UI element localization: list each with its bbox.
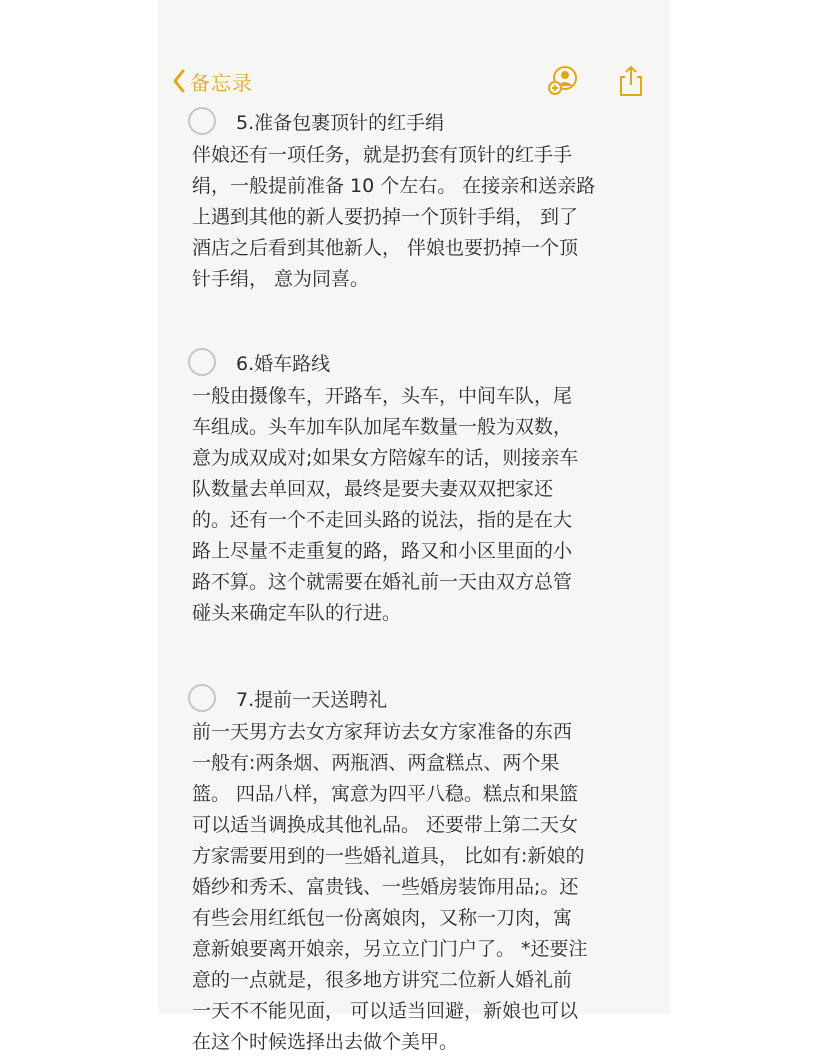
body-line: 的。还有一个不走回头路的说法，指的是在大: [192, 509, 573, 531]
body-line: 碰头来确定车队的行进。: [192, 602, 402, 624]
body-line: 绢，一般提前准备 10 个左右。 在接亲和送亲路: [192, 175, 596, 197]
checklist-item-title: 5.准备包裹顶针的红手绢: [236, 112, 445, 134]
body-line: 一天不不能见面， 可以适当回避，新娘也可以: [192, 1000, 579, 1022]
body-line: 婚纱和秀禾、富贵钱、一些婚房装饰用品;。还: [192, 876, 579, 898]
body-line: 队数量去单回双，最终是要夫妻双双把家还: [192, 478, 554, 500]
checklist-item-body: [192, 381, 650, 629]
add-person-icon[interactable]: [546, 64, 580, 98]
chevron-left-icon: [172, 69, 186, 93]
body-line: 前一天男方去女方家拜访去女方家准备的东西: [192, 721, 573, 743]
checklist-item-title: 6.婚车路线: [236, 353, 331, 375]
checklist-item-header: [158, 677, 670, 717]
body-line: 意为成双成对;如果女方陪嫁车的话，则接亲车: [192, 447, 579, 469]
body-line: 一般有:两条烟、两瓶酒、两盒糕点、两个果: [192, 752, 560, 774]
body-line: 在这个时候选择出去做个美甲。: [192, 1031, 459, 1053]
checkbox-circle-icon[interactable]: [188, 684, 216, 712]
body-line: 酒店之后看到其他新人， 伴娘也要扔掉一个顶: [192, 237, 579, 259]
share-icon[interactable]: [614, 64, 648, 98]
body-line: 一般由摄像车，开路车，头车，中间车队，尾: [192, 385, 573, 407]
body-line: 篮。 四品八样，寓意为四平八稳。糕点和果篮: [192, 783, 579, 805]
body-line: 针手绢， 意为同喜。: [192, 268, 370, 290]
checklist-item-body: [192, 140, 650, 295]
checklist-item-body: [192, 717, 650, 1058]
checklist-item: [158, 341, 670, 629]
checklist-item: [158, 677, 670, 1058]
body-line: 有些会用红纸包一份离娘肉，又称一刀肉，寓: [192, 907, 573, 929]
body-line: 可以适当调换成其他礼品。 还要带上第二天女: [192, 814, 579, 836]
checkbox-circle-icon[interactable]: [188, 348, 216, 376]
checklist-item-header: [158, 341, 670, 381]
checklist-item-title: 7.提前一天送聘礼: [236, 689, 388, 711]
body-line: 意的一点就是，很多地方讲究二位新人婚礼前: [192, 969, 573, 991]
body-line: 方家需要用到的一些婚礼道具， 比如有:新娘的: [192, 845, 585, 867]
checklist-item-header: [158, 100, 670, 140]
checkbox-circle-icon[interactable]: [188, 107, 216, 135]
checklist-item: [158, 100, 670, 295]
body-line: 路上尽量不走重复的路，路又和小区里面的小: [192, 540, 573, 562]
body-line: 车组成。头车加车队加尾车数量一般为双数，: [192, 416, 573, 438]
body-line: 伴娘还有一项任务，就是扔套有顶针的红手手: [192, 144, 573, 166]
body-line: 意新娘要离开娘亲，另立立门门户了。 *还要注: [192, 938, 588, 960]
back-label: 备忘录: [190, 70, 253, 95]
back-button[interactable]: [172, 66, 253, 96]
navigation-bar: [158, 58, 670, 104]
body-line: 路不算。这个就需要在婚礼前一天由双方总管: [192, 571, 573, 593]
note-page: [158, 0, 670, 1053]
checklist: [158, 100, 670, 1058]
body-line: 上遇到其他的新人要扔掉一个顶针手绢， 到了: [192, 206, 579, 228]
